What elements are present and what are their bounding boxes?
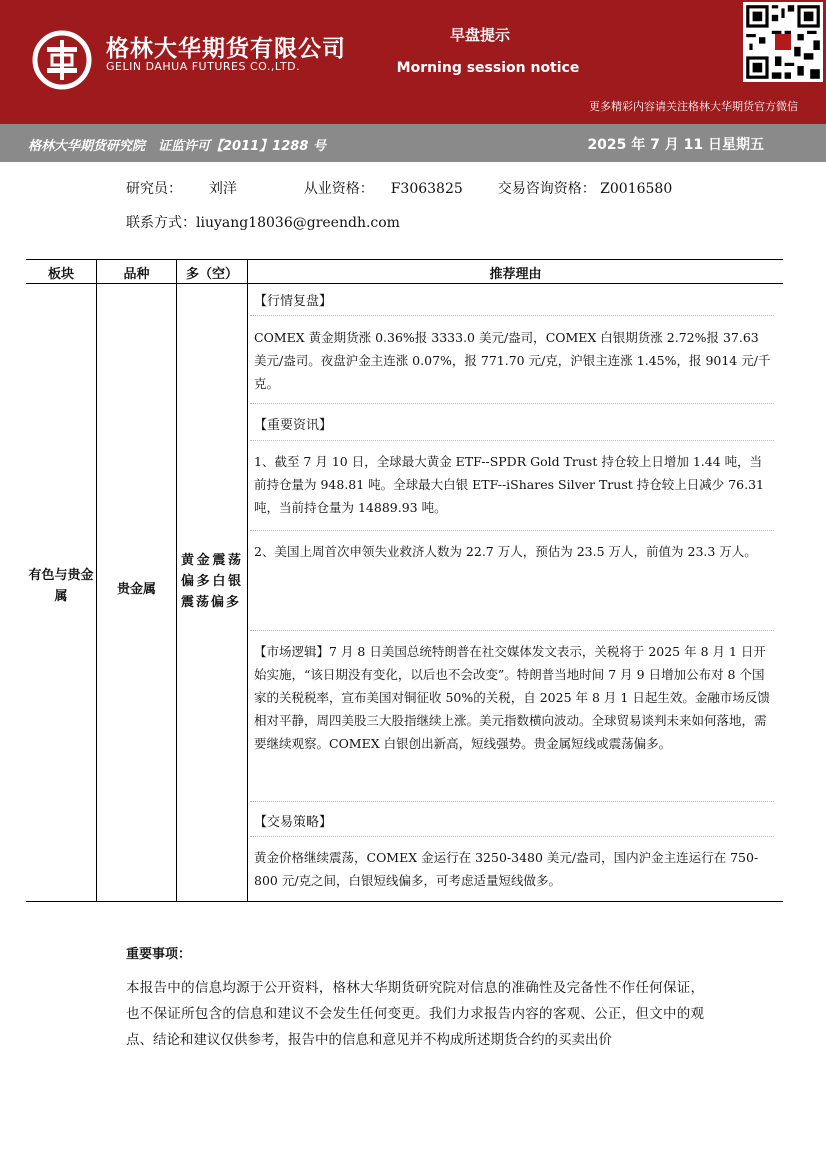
notes-body: 本报告中的信息均源于公开资料，格林大华期货研究院对信息的准确性及完备性不作任何保证，也不保证所包含的信息和建议不会发生任何变更。我们力求报告内容的客观、公正，但文中的观点、结论和建议仅供参考，报告中的信息和意见并不构成所述期货合约的买卖出价: [126, 980, 704, 1048]
logic-block: [254, 640, 774, 755]
institute-band: [0, 124, 826, 162]
table-header: [26, 260, 783, 284]
dotted-divider: [250, 315, 774, 316]
dotted-divider: [250, 836, 774, 837]
direction-cell: 黄金震荡偏多白银震荡偏多: [181, 553, 243, 610]
variety-cell: 贵金属: [116, 582, 156, 597]
contact-info: [126, 212, 400, 232]
header-reason: 推荐理由: [489, 267, 542, 282]
contact-label: 联系方式：: [126, 215, 196, 231]
institute-license: 格林大华期货研究院 证监许可【2011】1288 号: [28, 139, 326, 154]
report-date: 2025 年 7 月 11 日星期五: [587, 137, 764, 153]
dotted-divider: [250, 630, 774, 631]
sector-cell: 有色与贵金属: [28, 568, 94, 604]
gelin-logo-icon: [32, 30, 92, 90]
company-name-en: GELIN DAHUA FUTURES CO.,LTD.: [106, 60, 301, 73]
column-divider: [247, 260, 248, 902]
report-title-en: Morning session notice: [396, 60, 580, 76]
company-name-cn: 格林大华期货有限公司: [106, 36, 346, 62]
follow-wechat-note: 更多精彩内容请关注格林大华期货官方微信: [589, 100, 798, 113]
notes-title: 重要事项：: [126, 947, 192, 962]
dotted-divider: [250, 801, 774, 802]
news-title: 【重要资讯】: [254, 418, 333, 433]
advisory-label: 交易咨询资格：: [497, 181, 596, 197]
logic-title: 【市场逻辑】: [254, 644, 330, 659]
dotted-divider: [250, 403, 774, 404]
qualification-label: 从业资格：: [303, 181, 374, 197]
logic-text: 7 月 8 日美国总统特朗普在社交媒体发文表示，关税将于 2025 年 8 月 1 日开始实施，“该日期没有变化，以后也不会改变”。特朗普当地时间 7 月 9 日增加公布对 8 个国家的关税税率，宣布美国对铜征收 50%的关税，自 2025 年 8 月 1 日起生效。金融市场反馈相对平静，周四美股三大股指继续上涨。美元指数横向波动。全球贸易谈判未来如何落地，需要继续观察。COMEX 白银创出新高，短线强势。贵金属短线或震荡偏多。: [254, 644, 770, 751]
recommendation-table: [26, 259, 783, 902]
contact-email[interactable]: liuyang18036@greendh.com: [196, 215, 400, 231]
strategy-text: 黄金价格继续震荡，COMEX 金运行在 3250-3480 美元/盎司，国内沪金主连运行在 750-800 元/克之间，白银短线偏多，可考虑适量短线做多。: [254, 850, 759, 888]
researcher-info: [126, 178, 672, 198]
advisory-number: Z0016580: [600, 181, 673, 197]
qr-code-icon: [743, 2, 823, 82]
strategy-title: 【交易策略】: [254, 815, 333, 830]
researcher-label: 研究员：: [126, 181, 182, 197]
report-title-cn: 早盘提示: [449, 26, 510, 44]
dotted-divider: [250, 440, 774, 441]
header-variety: 品种: [123, 267, 150, 282]
report-header: [0, 0, 826, 124]
qualification-number: F3063825: [390, 181, 463, 197]
review-title: 【行情复盘】: [254, 294, 333, 309]
header-sector: 板块: [47, 267, 74, 282]
dotted-divider: [250, 530, 774, 531]
review-text: COMEX 黄金期货涨 0.36%报 3333.0 美元/盎司，COMEX 白银期货涨 2.72%报 37.63 美元/盎司。夜盘沪金主连涨 0.07%，报 771.70 元/克，沪银主连涨 1.45%，报 9014 元/千克。: [254, 330, 771, 391]
header-direction: 多（空）: [185, 267, 238, 282]
column-divider: [176, 260, 177, 902]
researcher-name: 刘洋: [208, 181, 237, 197]
news-item-1: 1、截至 7 月 10 日，全球最大黄金 ETF--SPDR Gold Trust 持仓较上日增加 1.44 吨，当前持仓量为 948.81 吨。全球最大白银 ETF--iShares Silver Trust 持仓较上日减少 76.31 吨，当前持仓量为 14889.93 吨。: [254, 454, 765, 515]
news-item-2: 2、美国上周首次申领失业救济人数为 22.7 万人，预估为 23.5 万人，前值为 23.3 万人。: [254, 544, 757, 559]
